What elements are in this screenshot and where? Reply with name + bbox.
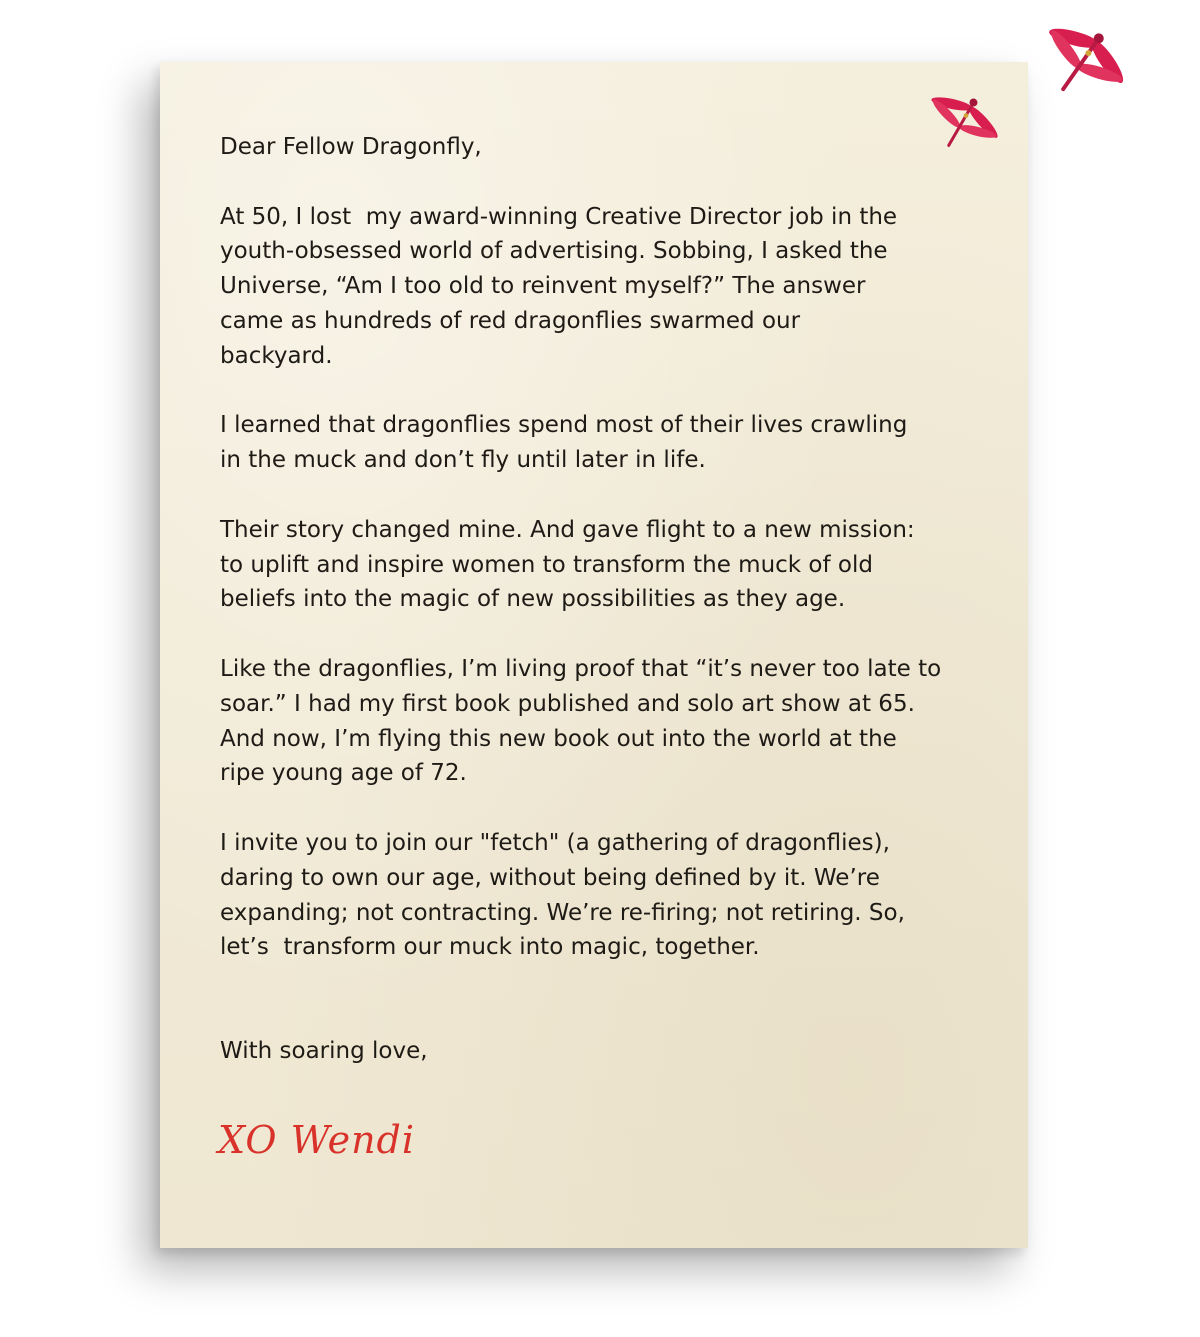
- paragraph: I learned that dragonflies spend most of their lives crawling in the muck and don’t fly until later in life.: [220, 412, 908, 474]
- paragraph: Like the dragonflies, I’m living proof that “it’s never too late to soar.” I had my first book published and solo art show at 65. And now, I’m flying this new book out into the world at the ripe young age of 72.: [220, 655, 942, 787]
- closing: With soaring love,: [220, 1038, 428, 1064]
- paragraph: I invite you to join our "fetch" (a gathering of dragonflies), daring to own our age, without being defined by it. We’re expanding; not contracting. We’re re-firing; not retiring. So, let’s transform our muck into magic, together.: [220, 829, 905, 961]
- paragraph: At 50, I lost my award-winning Creative Director job in the youth-obsessed world of advertising. Sobbing, I asked the Universe, “Am I too old to reinvent myself?” The answer came as hundreds of red dragonflies swarmed our backyard.: [220, 203, 898, 369]
- paragraph: Their story changed mine. And gave flight to a new mission: to uplift and inspire women to transform the muck of old beliefs into the magic of new possibilities as they age.: [220, 516, 915, 613]
- signature: XO Wendi: [218, 1118, 416, 1162]
- letter-body: [220, 130, 990, 1000]
- letter-paper: [160, 62, 1028, 1248]
- dragonfly-icon: [1035, 12, 1135, 104]
- salutation: Dear Fellow Dragonfly,: [220, 134, 482, 160]
